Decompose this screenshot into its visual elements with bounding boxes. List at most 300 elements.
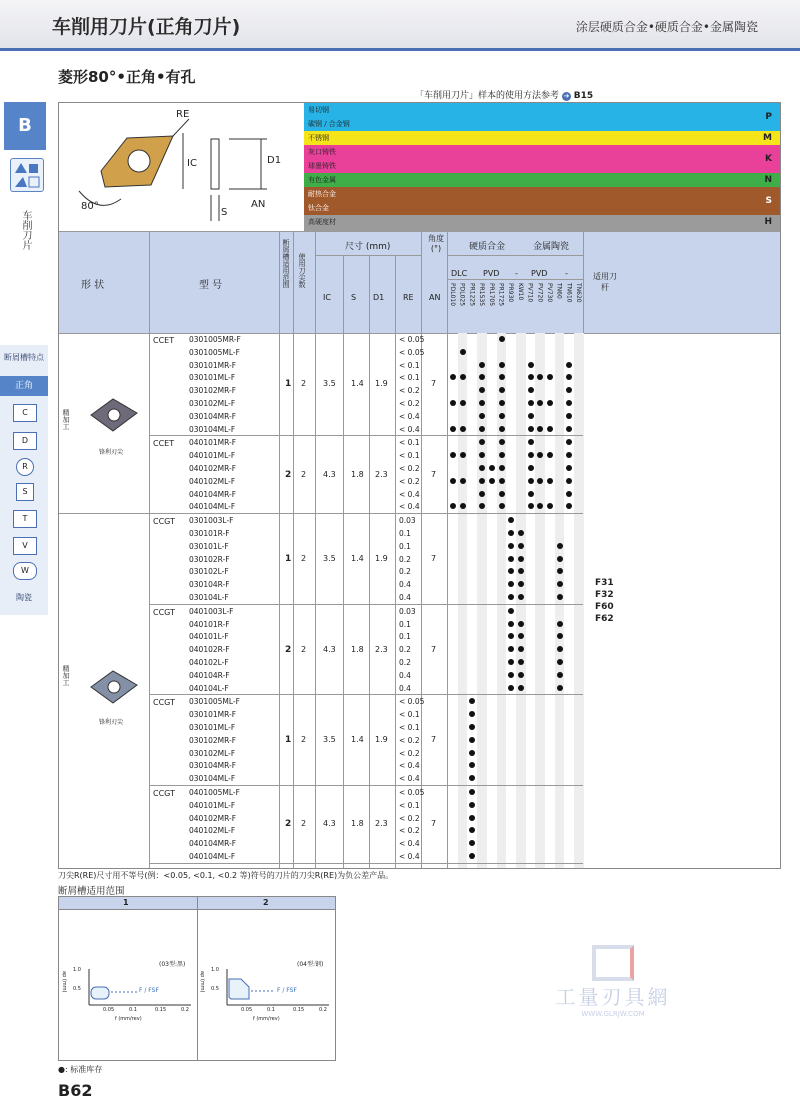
- stock-dot: [547, 400, 553, 406]
- table-row[interactable]: 0401005ML-F: [189, 788, 240, 797]
- stock-dot: [566, 400, 572, 406]
- table-row[interactable]: 030101MR-F: [189, 710, 237, 720]
- s-value: 1.8: [351, 644, 364, 654]
- stock-dot: [518, 594, 524, 600]
- table-row[interactable]: 040104R-F: [189, 670, 230, 680]
- stock-dot: [508, 581, 514, 587]
- series-label: CCGT: [153, 789, 175, 798]
- col-angle: 角度 (°): [428, 234, 444, 253]
- grade-pv730: PV730: [546, 283, 553, 303]
- nav-ceramic[interactable]: 陶瓷: [16, 593, 32, 602]
- stock-dot: [508, 543, 514, 549]
- stock-dot: [508, 594, 514, 600]
- stock-dot: [508, 621, 514, 627]
- stock-dot: [528, 387, 534, 393]
- chip-range-box: [58, 896, 336, 1061]
- re-value: 0.03: [399, 606, 416, 616]
- corner-count: 2: [301, 469, 307, 479]
- table-row[interactable]: 040101MR-F: [189, 438, 237, 448]
- table-row[interactable]: 030104R-F: [189, 580, 230, 590]
- stock-dot: [557, 621, 563, 627]
- re-value: < 0.05: [399, 697, 425, 707]
- material-row-ductile-iron: 球墨铸铁 K: [304, 159, 780, 173]
- grade-stripe: [574, 333, 584, 868]
- chip-panel-1-num: 1: [123, 898, 129, 907]
- stock-dot: [566, 426, 572, 432]
- legend: ●: 标准库存: [58, 1065, 103, 1074]
- an-value: 7: [431, 554, 437, 563]
- table-row[interactable]: 040104ML-F: [189, 852, 236, 861]
- re-value: < 0.05: [399, 788, 425, 797]
- re-value: < 0.1: [399, 800, 420, 810]
- s-value: 1.4: [351, 379, 364, 389]
- ic-value: 4.3: [323, 469, 336, 479]
- stock-dot: [489, 478, 495, 484]
- stock-dot: [460, 426, 466, 432]
- col-ic: IC: [323, 293, 331, 302]
- corner-count: 2: [301, 554, 307, 563]
- nav-shape-v[interactable]: V: [13, 537, 37, 555]
- re-value: 0.2: [399, 645, 411, 655]
- stock-dot: [499, 452, 505, 458]
- chip-panel-1: (03型:黑) F / FSF ap (mm) 1.0 0.5 0.05 0.1 0.15 0.2 f (mm/rev): [59, 909, 197, 1060]
- stock-dot: [557, 594, 563, 600]
- nav-positive[interactable]: 正角: [0, 376, 48, 396]
- col-model: 型 号: [199, 280, 223, 291]
- section-tab[interactable]: B: [4, 102, 46, 150]
- table-row[interactable]: 030102R-F: [189, 554, 230, 564]
- stock-dot: [508, 608, 514, 614]
- table-row[interactable]: 040102ML-F: [189, 476, 236, 486]
- re-value: < 0.4: [399, 839, 420, 849]
- nav-shape-s[interactable]: S: [16, 483, 34, 501]
- stock-dot: [508, 646, 514, 652]
- table-row[interactable]: 040102ML-F: [189, 826, 236, 836]
- grade-pdl010: PDL010: [449, 283, 456, 307]
- chip-range-value: 2: [285, 819, 292, 830]
- an-value: 7: [431, 735, 437, 745]
- stock-dot: [566, 465, 572, 471]
- re-value: 0.1: [399, 632, 411, 642]
- table-row[interactable]: 040101ML-F: [189, 800, 236, 810]
- col-re: RE: [403, 293, 414, 302]
- stock-dot: [528, 503, 534, 509]
- an-value: 7: [431, 469, 437, 479]
- label-re: RE: [176, 109, 190, 120]
- table-row[interactable]: 040101R-F: [189, 619, 230, 629]
- stock-dot: [557, 672, 563, 678]
- grade-pr1725: PR1725: [497, 283, 505, 307]
- stock-dot: [469, 853, 475, 859]
- an-value: 7: [431, 379, 437, 389]
- process-label: 精加工: [62, 409, 70, 430]
- re-value: < 0.4: [399, 852, 420, 861]
- stock-dot: [450, 452, 456, 458]
- stock-dot: [508, 633, 514, 639]
- stock-dot: [499, 439, 505, 445]
- stock-dot: [469, 815, 475, 821]
- table-row[interactable]: 040104MR-F: [189, 489, 237, 499]
- an-value: 7: [431, 644, 437, 654]
- stock-dot: [528, 362, 534, 368]
- table-row[interactable]: 040102L-F: [189, 658, 229, 667]
- stock-dot: [479, 426, 485, 432]
- stock-dot: [479, 413, 485, 419]
- re-value: < 0.1: [399, 438, 420, 448]
- grade-tn620: TN620: [575, 283, 583, 303]
- insert-diagram: [59, 103, 304, 231]
- grade-pr1535: PR1535: [478, 283, 486, 307]
- material-row-nonferrous: 有色金属 N: [304, 173, 780, 187]
- stock-dot: [450, 503, 456, 509]
- table-row[interactable]: 040104MR-F: [189, 839, 237, 849]
- grade-pr1225: PR1225: [468, 283, 476, 307]
- ic-value: 3.5: [323, 735, 336, 745]
- col-dash-carbide: -: [515, 269, 518, 278]
- stock-dot: [450, 374, 456, 380]
- d1-value: 1.9: [375, 554, 388, 563]
- table-row[interactable]: 040101L-F: [189, 632, 229, 642]
- stock-dot: [566, 478, 572, 484]
- table-row[interactable]: 040102MR-F: [189, 813, 237, 823]
- table-row[interactable]: 030101ML-F: [189, 723, 236, 732]
- re-value: < 0.1: [399, 710, 420, 720]
- shape-cell-ccgt: [59, 517, 149, 867]
- nav-shape-w[interactable]: W: [13, 562, 37, 580]
- stock-dot: [450, 400, 456, 406]
- s-value: 1.8: [351, 469, 364, 479]
- chip-range-value: 1: [285, 554, 292, 564]
- col-dims: 尺寸 (mm): [345, 242, 391, 252]
- s-value: 1.4: [351, 554, 364, 563]
- re-value: 0.1: [399, 529, 411, 538]
- table-row[interactable]: 040104L-F: [189, 683, 229, 693]
- stock-dot: [460, 478, 466, 484]
- col-dash-cermet: -: [565, 269, 568, 278]
- nav-shape-r[interactable]: R: [16, 458, 34, 476]
- stock-dot: [469, 711, 475, 717]
- re-value: < 0.05: [399, 335, 425, 344]
- re-value: < 0.2: [399, 399, 420, 408]
- stock-dot: [469, 698, 475, 704]
- table-row[interactable]: 030101R-F: [189, 529, 230, 538]
- grade-pdl025: PDL025: [458, 283, 466, 307]
- table-row[interactable]: 030102MR-F: [189, 735, 237, 745]
- col-carbide: 硬质合金: [469, 242, 506, 252]
- edge-label: 锋利刃尖: [99, 449, 124, 456]
- table-row[interactable]: 040102R-F: [189, 645, 230, 655]
- col-pvd-carbide: PVD: [483, 269, 500, 278]
- nav-shape-d[interactable]: D: [13, 432, 37, 450]
- material-row-hardened: 高硬度材 H: [304, 215, 780, 231]
- stock-dot: [518, 672, 524, 678]
- stock-dot: [518, 659, 524, 665]
- table-row[interactable]: 0301005ML-F: [189, 697, 240, 707]
- stock-dot: [557, 646, 563, 652]
- stock-dot: [460, 452, 466, 458]
- col-chip-range: 断屑槽适用范围: [282, 239, 290, 288]
- s-value: 1.4: [351, 735, 364, 745]
- stock-dot: [499, 478, 505, 484]
- chip-range-title: 断屑槽适用范围: [58, 886, 125, 897]
- table-row[interactable]: 0301005ML-F: [189, 347, 240, 357]
- stock-dot: [557, 543, 563, 549]
- re-value: 0.1: [399, 619, 411, 629]
- shape-cell-ccet: [59, 333, 149, 516]
- table-row[interactable]: 030101ML-F: [189, 373, 236, 383]
- material-row-free-cutting: 易切钢: [304, 103, 780, 117]
- col-shape: 形 状: [81, 280, 105, 291]
- table-row[interactable]: 0301005MR-F: [189, 335, 241, 344]
- stock-dot: [499, 503, 505, 509]
- series-label: CCGT: [153, 517, 175, 527]
- grade-stripe: [535, 333, 545, 868]
- re-value: 0.2: [399, 554, 411, 564]
- col-corners: 使用刀尖数: [298, 253, 306, 288]
- arrow-icon: ➔: [563, 92, 570, 100]
- chip-panel-2-num: 2: [263, 898, 269, 907]
- table-row[interactable]: 030102L-F: [189, 567, 229, 577]
- stock-dot: [499, 426, 505, 432]
- re-value: 0.1: [399, 541, 411, 551]
- table-row[interactable]: 030104L-F: [189, 593, 229, 602]
- stock-dot: [566, 452, 572, 458]
- re-value: < 0.1: [399, 373, 420, 383]
- re-value: < 0.05: [399, 347, 425, 357]
- re-value: < 0.4: [399, 502, 420, 512]
- stock-dot: [479, 491, 485, 497]
- nav-shape-t[interactable]: T: [13, 510, 37, 528]
- stock-dot: [547, 426, 553, 432]
- table-row[interactable]: 030104ML-F: [189, 424, 236, 434]
- stock-dot: [469, 775, 475, 781]
- stock-dot: [547, 374, 553, 380]
- stock-dot: [489, 465, 495, 471]
- page-title: 车削用刀片(正角刀片): [52, 16, 241, 38]
- watermark-brand: 工量刃具網: [555, 985, 671, 1009]
- stock-dot: [508, 685, 514, 691]
- section-label: 车削刀片: [20, 210, 31, 250]
- stock-dot: [450, 478, 456, 484]
- stock-dot: [469, 840, 475, 846]
- stock-dot: [469, 827, 475, 833]
- stock-dot: [566, 362, 572, 368]
- chip-range-value: 2: [285, 644, 292, 655]
- edge-label: 锋利刃尖: [99, 719, 124, 726]
- stock-dot: [518, 543, 524, 549]
- re-value: 0.4: [399, 580, 411, 590]
- corner-count: 2: [301, 819, 307, 829]
- stock-dot: [557, 685, 563, 691]
- stock-dot: [508, 517, 514, 523]
- stock-dot: [547, 503, 553, 509]
- re-value: 0.2: [399, 567, 411, 577]
- d1-value: 2.3: [375, 469, 388, 479]
- stock-dot: [499, 465, 505, 471]
- stock-dot: [566, 374, 572, 380]
- stock-dot: [528, 374, 534, 380]
- label-angle: 80°: [81, 201, 99, 212]
- d1-value: 1.9: [375, 735, 388, 745]
- table-row[interactable]: 030101MR-F: [189, 360, 237, 370]
- stock-dot: [469, 789, 475, 795]
- stock-dot: [499, 400, 505, 406]
- chip-range-value: 1: [285, 379, 292, 390]
- re-value: < 0.1: [399, 451, 420, 461]
- col-cermet: 金属陶瓷: [533, 242, 570, 252]
- label-s: S: [221, 207, 228, 218]
- table-row[interactable]: 030102ML-F: [189, 748, 236, 758]
- stock-dot: [508, 556, 514, 562]
- re-value: < 0.2: [399, 748, 420, 758]
- re-value: 0.4: [399, 670, 411, 680]
- grade-pv710: PV710: [526, 283, 534, 303]
- watermark: [538, 945, 688, 1018]
- stock-dot: [479, 362, 485, 368]
- grade-tn60: TN60: [555, 283, 563, 299]
- stock-dot: [528, 465, 534, 471]
- grade-stripe: [458, 333, 468, 868]
- stock-dot: [499, 362, 505, 368]
- stock-dot: [537, 426, 543, 432]
- header-category: 涂层硬质合金•硬质合金•金属陶瓷: [575, 20, 758, 34]
- material-row-gray-iron: 灰口铸铁: [304, 145, 780, 159]
- table-row[interactable]: 030104MR-F: [189, 761, 237, 771]
- stock-dot: [499, 387, 505, 393]
- table-row[interactable]: 040104ML-F: [189, 502, 236, 512]
- stock-dot: [566, 503, 572, 509]
- stock-dot: [566, 439, 572, 445]
- stock-dot: [547, 452, 553, 458]
- re-value: < 0.4: [399, 761, 420, 771]
- stock-dot: [518, 556, 524, 562]
- footer-note: 刀尖R(RE)尺寸用不等号(例：<0.05, <0.1, <0.2 等)符号的刀片的刀尖R(RE)为负公差产品。: [58, 871, 394, 880]
- table-row[interactable]: 040101ML-F: [189, 451, 236, 461]
- grade-stripe: [516, 333, 526, 868]
- d1-value: 2.3: [375, 819, 388, 829]
- stock-dot: [528, 413, 534, 419]
- table-row[interactable]: 0301003L-F: [189, 516, 234, 526]
- grade-pr930: PR930: [507, 283, 515, 303]
- col-s: S: [351, 293, 357, 302]
- stock-dot: [460, 349, 466, 355]
- stock-dot: [518, 685, 524, 691]
- label-ic: IC: [187, 158, 197, 169]
- stock-dot: [469, 762, 475, 768]
- label-d1: D1: [267, 155, 282, 166]
- ic-value: 3.5: [323, 554, 336, 563]
- stock-dot: [508, 659, 514, 665]
- re-value: < 0.1: [399, 360, 420, 370]
- col-d1: D1: [373, 293, 385, 302]
- stock-dot: [499, 336, 505, 342]
- stock-dot: [508, 672, 514, 678]
- table-row[interactable]: 030102ML-F: [189, 399, 236, 408]
- stock-dot: [508, 568, 514, 574]
- nav-shape-c[interactable]: C: [13, 404, 37, 422]
- series-label: CCET: [153, 336, 175, 345]
- material-row-heat-resistant: 耐热合金: [304, 187, 780, 201]
- reference-page[interactable]: B15: [573, 91, 594, 101]
- stock-dot: [499, 491, 505, 497]
- col-dlc: DLC: [451, 269, 468, 278]
- stock-dot: [528, 439, 534, 445]
- re-value: < 0.4: [399, 424, 420, 434]
- col-pvd-cermet: PVD: [531, 269, 548, 278]
- table-row[interactable]: 030101L-F: [189, 541, 229, 551]
- nav-chipbreaker[interactable]: 断屑槽特点: [4, 353, 44, 362]
- d1-value: 1.9: [375, 379, 388, 389]
- re-value: 0.4: [399, 593, 411, 602]
- label-an: AN: [251, 199, 266, 210]
- grade-pr1705: PR1705: [487, 283, 495, 307]
- stock-dot: [469, 737, 475, 743]
- material-row-stainless: 不锈钢 M: [304, 131, 780, 145]
- section-subtitle: 菱形80°•正角•有孔: [58, 68, 196, 86]
- process-label: 精加工: [62, 665, 70, 686]
- table-row[interactable]: 040102MR-F: [189, 464, 237, 473]
- stock-dot: [508, 530, 514, 536]
- stock-dot: [566, 413, 572, 419]
- col-holder: 适用刀杆: [593, 272, 617, 292]
- material-row-titanium: 钛合金 S: [304, 201, 780, 215]
- page-number: B62: [58, 1081, 93, 1100]
- re-value: < 0.2: [399, 464, 420, 473]
- stock-dot: [460, 400, 466, 406]
- re-value: 0.2: [399, 658, 411, 667]
- ic-value: 4.3: [323, 819, 336, 829]
- table-row[interactable]: 030104MR-F: [189, 411, 237, 421]
- an-value: 7: [431, 819, 437, 829]
- stock-dot: [528, 478, 534, 484]
- holder-list: F31 F32 F60 F62: [595, 578, 614, 624]
- grade-stripe: [555, 333, 565, 868]
- stock-dot: [518, 530, 524, 536]
- re-value: < 0.2: [399, 826, 420, 836]
- re-value: < 0.2: [399, 813, 420, 823]
- re-value: < 0.2: [399, 735, 420, 745]
- re-value: 0.03: [399, 516, 416, 526]
- column-header-band: [59, 231, 780, 333]
- table-row[interactable]: 030102MR-F: [189, 386, 237, 396]
- table-row[interactable]: 030104ML-F: [189, 774, 236, 784]
- stock-dot: [528, 426, 534, 432]
- col-an: AN: [429, 293, 441, 302]
- series-label: CCGT: [153, 698, 175, 708]
- stock-dot: [528, 400, 534, 406]
- stock-dot: [469, 750, 475, 756]
- chip-panel-2: (04型:钢) F / FSF ap (mm) 1.0 0.5 0.05 0.1 0.15 0.2 f (mm/rev): [197, 909, 335, 1060]
- ic-value: 3.5: [323, 379, 336, 389]
- stock-dot: [557, 659, 563, 665]
- stock-dot: [557, 556, 563, 562]
- stock-dot: [547, 478, 553, 484]
- re-value: < 0.4: [399, 774, 420, 784]
- table-row[interactable]: 0401003L-F: [189, 606, 234, 616]
- re-value: 0.4: [399, 683, 411, 693]
- stock-dot: [566, 491, 572, 497]
- stock-dot: [469, 724, 475, 730]
- corner-count: 2: [301, 379, 307, 389]
- watermark-url: WWW.GLRJW.COM: [581, 1010, 645, 1018]
- stock-dot: [528, 452, 534, 458]
- stock-dot: [479, 478, 485, 484]
- stock-dot: [450, 426, 456, 432]
- re-value: < 0.2: [399, 386, 420, 396]
- corner-count: 2: [301, 644, 307, 654]
- ic-value: 4.3: [323, 644, 336, 654]
- stock-dot: [518, 621, 524, 627]
